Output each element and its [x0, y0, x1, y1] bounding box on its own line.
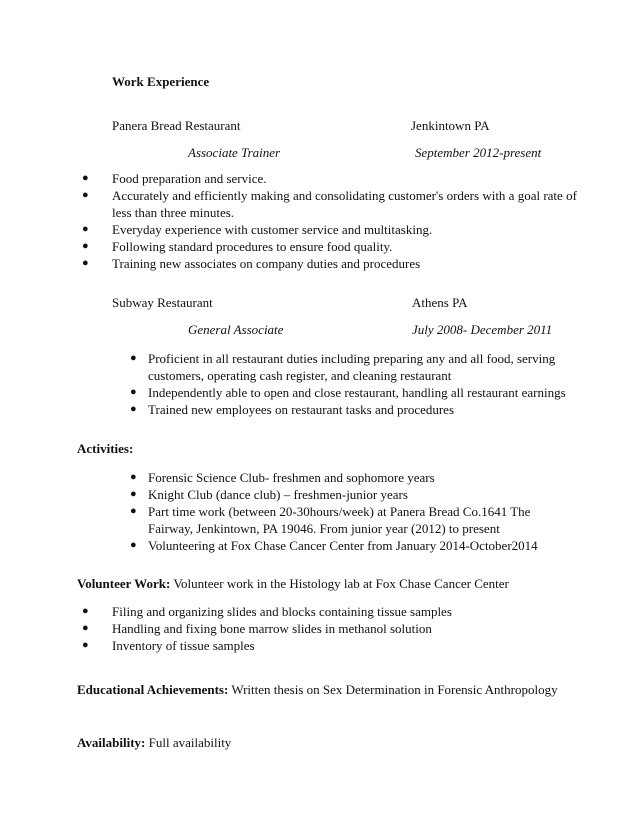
bullet-item [82, 170, 577, 187]
bullet-item [130, 401, 566, 418]
job2-company: Subway Restaurant [112, 295, 213, 310]
bullet-item [130, 384, 566, 401]
bullet-text: Part time work (between 20-30hours/week) at Panera Bread Co.1641 The [148, 504, 531, 519]
volunteer-line [77, 576, 509, 592]
bullet-text: Inventory of tissue samples [112, 638, 255, 653]
bullet-dot-icon: ● [130, 505, 137, 517]
job2-location: Athens PA [412, 295, 468, 310]
bullet-text: Handling and fixing bone marrow slides in methanol solution [112, 621, 432, 636]
bullet-text: Independently able to open and close restaurant, handling all restaurant earnings [148, 385, 566, 400]
activities-heading: Activities: [77, 441, 134, 456]
bullet-item [130, 537, 538, 554]
bullet-text: Proficient in all restaurant duties including preparing any and all food, serving [148, 351, 556, 366]
job2-bullets [130, 350, 566, 418]
availability-line [77, 735, 231, 751]
volunteer-bullets [82, 603, 452, 654]
bullet-dot-icon: ● [82, 223, 89, 235]
bullet-item [82, 620, 452, 637]
bullet-dot-icon: ● [82, 639, 89, 651]
bullet-dot-icon: ● [130, 352, 137, 364]
volunteer-text: Volunteer work in the Histology lab at Fox Chase Cancer Center [173, 576, 509, 591]
bullet-dot-icon: ● [82, 622, 89, 634]
job1-company: Panera Bread Restaurant [112, 118, 241, 133]
job1-title: Associate Trainer [188, 145, 281, 160]
bullet-text: customers, operating cash register, and cleaning restaurant [148, 368, 452, 383]
bullet-text: Training new associates on company duties and procedures [112, 256, 421, 271]
bullet-text: Trained new employees on restaurant tasks and procedures [148, 402, 455, 417]
bullet-text: Everyday experience with customer service and multitasking. [112, 222, 433, 237]
job1-location: Jenkintown PA [411, 118, 490, 133]
bullet-item [82, 637, 452, 654]
bullet-dot-icon: ● [130, 488, 137, 500]
job1-dates: September 2012-present [415, 145, 542, 160]
bullet-dot-icon: ● [82, 172, 89, 184]
volunteer-heading: Volunteer Work: [77, 576, 171, 591]
bullet-item [82, 238, 577, 255]
bullet-dot-icon: ● [82, 189, 89, 201]
bullet-text: Knight Club (dance club) – freshmen-junior years [148, 487, 408, 502]
bullet-item [130, 486, 538, 503]
bullet-item [130, 469, 538, 486]
job2-title: General Associate [188, 322, 284, 337]
bullet-text: Following standard procedures to ensure food quality. [112, 239, 393, 254]
bullet-dot-icon: ● [130, 386, 137, 398]
bullet-item [130, 350, 566, 384]
bullet-dot-icon: ● [130, 403, 137, 415]
work-experience-heading: Work Experience [112, 74, 210, 89]
bullet-item [82, 255, 577, 272]
bullet-text: less than three minutes. [112, 205, 235, 220]
education-line [77, 682, 558, 698]
activities-bullets [130, 469, 538, 554]
bullet-item [82, 187, 577, 221]
bullet-text: Accurately and efficiently making and consolidating customer's orders with a goal rate of [112, 188, 577, 203]
bullet-dot-icon: ● [130, 471, 137, 483]
bullet-text: Fairway, Jenkintown, PA 19046. From junior year (2012) to present [148, 521, 500, 536]
bullet-dot-icon: ● [130, 539, 137, 551]
bullet-item [82, 221, 577, 238]
bullet-text: Filing and organizing slides and blocks containing tissue samples [112, 604, 452, 619]
bullet-text: Volunteering at Fox Chase Cancer Center from January 2014-October2014 [148, 538, 538, 553]
job2-dates: July 2008- December 2011 [412, 322, 553, 337]
education-heading: Educational Achievements: [77, 682, 229, 697]
bullet-text: Food preparation and service. [112, 171, 267, 186]
bullet-dot-icon: ● [82, 605, 89, 617]
job1-bullets [82, 170, 577, 272]
bullet-dot-icon: ● [82, 240, 89, 252]
education-text: Written thesis on Sex Determination in Forensic Anthropology [231, 682, 558, 697]
availability-text: Full availability [148, 735, 232, 750]
bullet-dot-icon: ● [82, 257, 89, 269]
bullet-item [82, 603, 452, 620]
bullet-text: Forensic Science Club- freshmen and sophomore years [148, 470, 435, 485]
availability-heading: Availability: [77, 735, 146, 750]
bullet-item [130, 503, 538, 537]
